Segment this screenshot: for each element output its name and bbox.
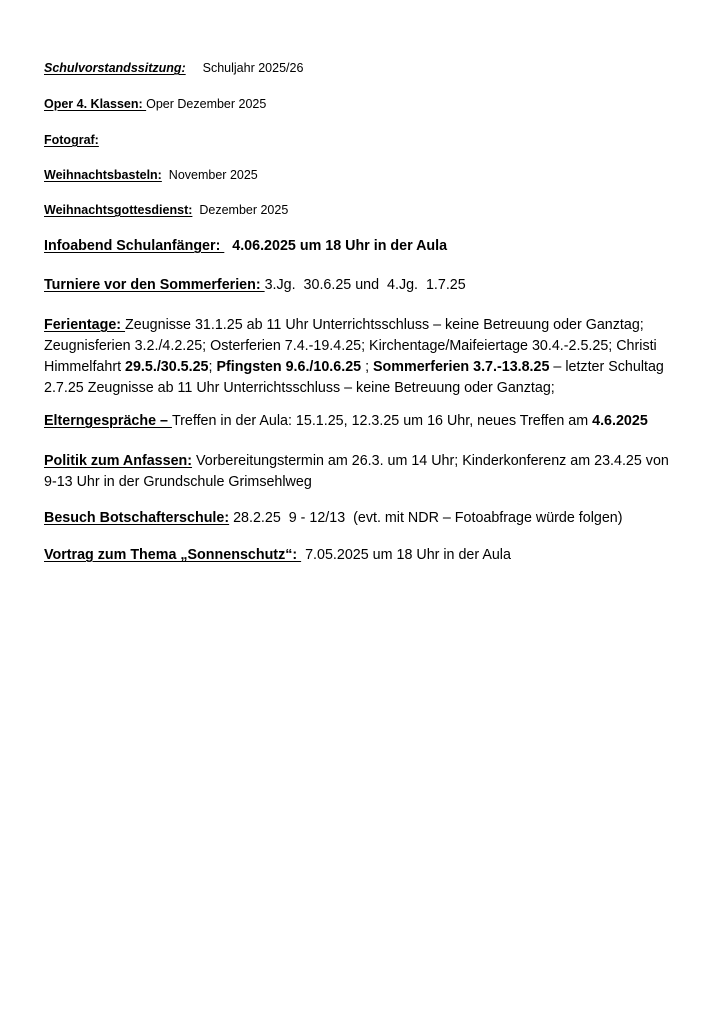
gottesdienst-value: Dezember 2025 (192, 203, 289, 217)
basteln-value: November 2025 (161, 168, 258, 182)
oper-value: Oper Dezember 2025 (146, 97, 267, 111)
ferientage-paragraph (44, 315, 684, 399)
besuch-label: Besuch Botschafterschule: (44, 510, 230, 526)
ferientage-text-4: – letzter Schultag 2.7.25 Zeugnisse ab 11 Uhr Unterrichtsschluss – keine Betreuung oder Ganztag; (44, 359, 664, 396)
schulvorstand-label: Schulvorstandssitzung: (44, 61, 186, 75)
gottesdienst-label: Weihnachtsgottesdienst: (44, 203, 193, 217)
eltern-label: Elterngespräche – (44, 413, 172, 429)
besuch-line (44, 510, 623, 526)
ferientage-pfingsten: Pfingsten 9.6./10.6.25 (216, 359, 362, 375)
ferientage-label: Ferientage: (44, 317, 126, 333)
politik-label: Politik zum Anfassen: (44, 453, 193, 469)
basteln-label: Weihnachtsbasteln: (44, 168, 162, 182)
eltern-date: 4.6.2025 (592, 413, 648, 429)
eltern-text: Treffen in der Aula: 15.1.25, 12.3.25 um 16 Uhr, neues Treffen am (171, 413, 593, 429)
vortrag-label: Vortrag zum Thema „Sonnenschutz“: (44, 547, 302, 563)
basteln-line (44, 168, 258, 182)
eltern-line (44, 413, 648, 429)
schulvorstand-gap (186, 61, 193, 75)
gottesdienst-line (44, 203, 288, 217)
ferientage-text-2: ; (208, 359, 217, 375)
infoabend-line (44, 238, 447, 254)
ferientage-himmelfahrt-dates: 29.5./30.5.25 (125, 359, 209, 375)
oper-label: Oper 4. Klassen: (44, 97, 147, 111)
infoabend-label: Infoabend Schulanfänger: (44, 238, 225, 254)
politik-text: Vorbereitungstermin am 26.3. um 14 Uhr; Kinderkonferenz am 23.4.25 von 9-13 Uhr in der Grundschule Grimsehlweg (44, 453, 669, 490)
besuch-value: 28.2.25 9 - 12/13 (evt. mit NDR – Fotoabfrage würde folgen) (229, 510, 623, 526)
fotograf-label: Fotograf: (44, 133, 99, 147)
turniere-label: Turniere vor den Sommerferien: (44, 277, 265, 293)
infoabend-value: 4.06.2025 um 18 Uhr in der Aula (224, 238, 448, 254)
ferientage-text-3: ; (361, 359, 374, 375)
ferientage-text-1: Zeugnisse 31.1.25 ab 11 Uhr Unterrichtsschluss – keine Betreuung oder Ganztag; Zeugnisferien 3.2./4.2.25; Osterferien 7.4.-19.4.25; Kirchentage/Maifeiertage 30.4.-2.5.25; Christi Himmelfahrt (44, 317, 657, 375)
schulvorstand-line (44, 61, 303, 75)
politik-paragraph (44, 451, 684, 493)
vortrag-line (44, 547, 511, 563)
ferientage-sommerferien: Sommerferien 3.7.-13.8.25 (373, 359, 550, 375)
vortrag-value: 7.05.2025 um 18 Uhr in der Aula (301, 547, 511, 563)
schulvorstand-value: Schuljahr 2025/26 (202, 61, 304, 75)
turniere-line (44, 277, 466, 293)
turniere-value: 3.Jg. 30.6.25 und 4.Jg. 1.7.25 (264, 277, 466, 293)
oper-line (44, 97, 266, 111)
fotograf-line (44, 133, 99, 147)
